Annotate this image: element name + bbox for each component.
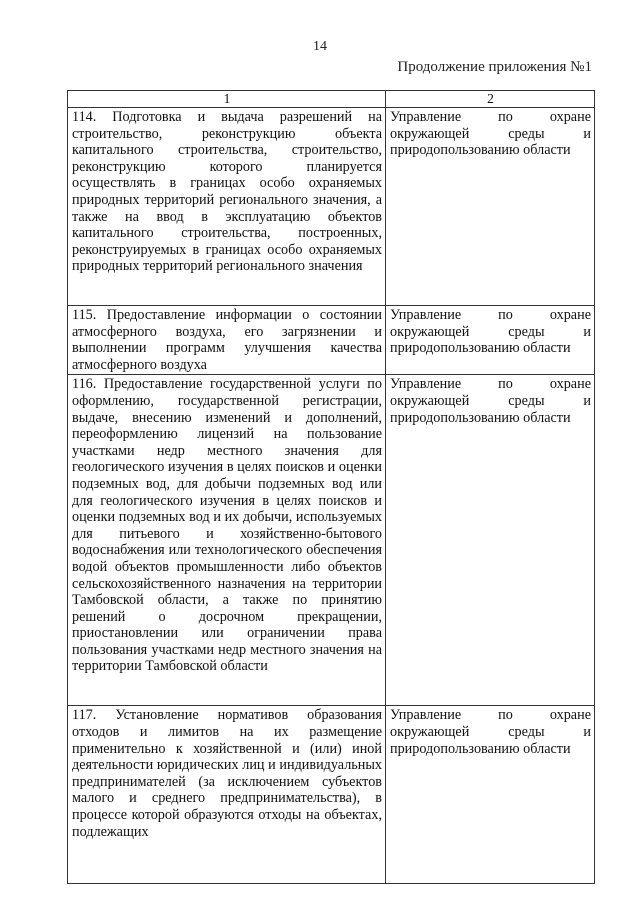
responsible-body: Управление по охране окружающей среды и природопользованию области bbox=[386, 375, 595, 706]
table-row bbox=[68, 108, 595, 306]
service-description: 117. Установление нормативов образования отходов и лимитов на их размещение применительно к хозяйственной и (или) иной деятельности юридических лиц и индивидуальных предпринимателей (за исключением субъектов малого и среднего предпринимательства), в процессе которой образуются отходы на объектах, подлежащих bbox=[68, 706, 386, 884]
responsible-body: Управление по охране окружающей среды и природопользованию области bbox=[386, 706, 595, 884]
continuation-label: Продолжение приложения №1 bbox=[397, 59, 592, 75]
service-description: 114. Подготовка и выдача разрешений на строительство, реконструкцию объекта капитального строительства, строительство, реконструкцию которого планируется осуществлять в границах особо охраняемых природных территорий регионального значения, а также на ввод в эксплуатацию объектов капитального строительства, построенных, реконструируемых в границах особо охраняемых природных территорий регионального значения bbox=[68, 108, 386, 306]
responsible-body: Управление по охране окружающей среды и природопользованию области bbox=[386, 306, 595, 375]
table-row bbox=[68, 375, 595, 706]
table-header-row bbox=[68, 91, 595, 108]
table-row bbox=[68, 306, 595, 375]
page-number: 14 bbox=[313, 39, 327, 54]
services-table bbox=[67, 90, 595, 884]
service-description: 116. Предоставление государственной услуги по оформлению, государственной регистрации, выдаче, внесению изменений и дополнений, переоформлению лицензий на пользование участками недр местного значения для геологического изучения в целях поисков и оценки подземных вод, для добычи подземных вод или для геологического изучения в целях поисков и оценки подземных вод и их добычи, используемых для питьевого и хозяйственно-бытового водоснабжения или технологического обеспечения водой объектов промышленности либо объектов сельскохозяйственного назначения на территории Тамбовской области, а также по принятию решений о досрочном прекращении, приостановлении или ограничении права пользования участками недр местного значения на территории Тамбовской области bbox=[68, 375, 386, 706]
responsible-body: Управление по охране окружающей среды и природопользованию области bbox=[386, 108, 595, 306]
table-row bbox=[68, 706, 595, 884]
column-header-2: 2 bbox=[386, 91, 595, 108]
column-header-1: 1 bbox=[68, 91, 386, 108]
service-description: 115. Предоставление информации о состоянии атмосферного воздуха, его загрязнении и выполнении программ улучшения качества атмосферного воздуха bbox=[68, 306, 386, 375]
